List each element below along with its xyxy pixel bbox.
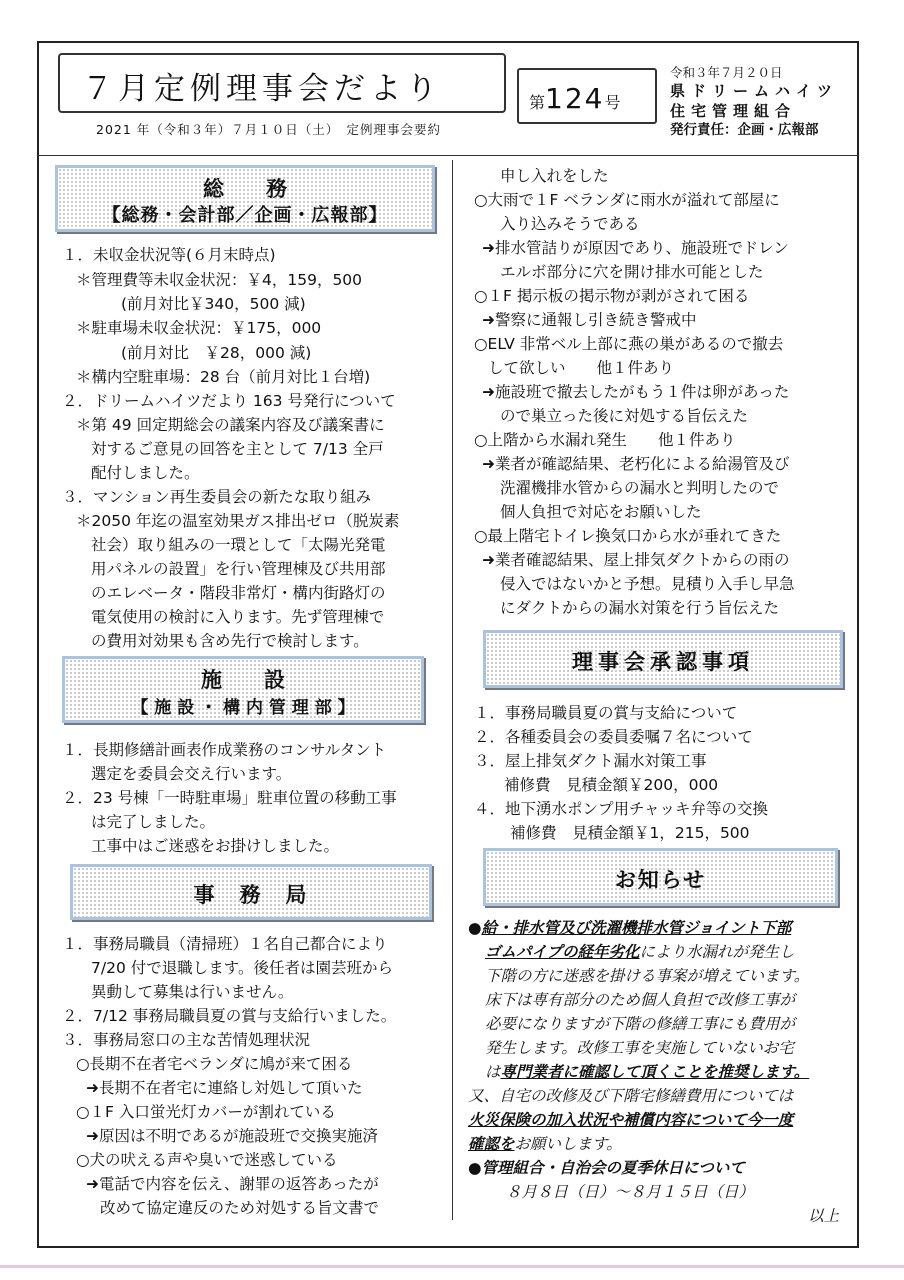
text-line: ３．事務局窓口の主な苦情処理状況 xyxy=(62,1031,311,1049)
column-divider xyxy=(452,160,453,1220)
text-line: １．事務局職員夏の賞与支給について xyxy=(474,704,738,722)
meeting-date-line: 2021 年（令和３年）７月１０日（土） 定例理事会要約 xyxy=(96,122,442,137)
text-line: ○ELV 非常ベル上部に燕の巣があるので撤去 xyxy=(474,335,784,353)
text-line: １．未収金状況等(６月末時点) xyxy=(62,246,276,264)
notice-line xyxy=(468,1134,622,1154)
notice-line xyxy=(485,942,795,962)
text-line: ➜原因は不明であるが施設班で交換実施済 xyxy=(86,1127,378,1145)
text-line: １．事務局職員（清掃班）１名自己都合により xyxy=(62,935,388,953)
text-line: して欲しい 他１件あり xyxy=(488,359,675,377)
text-line: 社会）取り組みの一環として「太陽光発電 xyxy=(91,536,386,554)
notice-line: 下階の方に迷惑を掛ける事案が増えています。 xyxy=(485,967,810,985)
text-line: 7/20 付で退職します。後任者は園芸班から xyxy=(91,959,393,977)
notice-line: 床下は専有部分のため個人負担で改修工事が xyxy=(485,991,796,1009)
newsletter-title: ７月定例理事会だより xyxy=(82,71,442,107)
section-soumu-box xyxy=(55,165,435,232)
text-line: にダクトからの漏水対策を行う旨伝えた xyxy=(500,599,780,617)
text-line: ➜施設班で撤去したがもう１件は卵があった xyxy=(482,383,790,401)
issue-value: 124 xyxy=(545,82,605,115)
section-jimukyoku-title: 事 務 局 xyxy=(193,883,309,907)
notice-holiday-dates: ８月８日（日）～８月１５日（日） xyxy=(506,1183,755,1201)
section-oshirase-title: お知らせ xyxy=(614,868,707,892)
text-line: 入り込みそうである xyxy=(500,215,640,233)
text-line: ２．7/12 事務局職員夏の賞与支給行いました。 xyxy=(62,1007,397,1025)
text-line: ➜排水管詰りが原因であり、施設班でドレン xyxy=(482,239,789,257)
newsletter-title-box xyxy=(58,53,506,113)
closing-text: 以上 xyxy=(808,1207,840,1225)
section-shisetsu-subtitle: 【 施 設 ・ 構 内 管 理 部 】 xyxy=(131,698,355,718)
text-line: 補修費 見積金額￥1，215，500 xyxy=(510,824,750,842)
text-line: (前月対比 ￥28，000 減) xyxy=(121,344,312,362)
text-line: ４．地下湧水ポンプ用チャッキ弁等の交換 xyxy=(474,800,769,818)
text-line: 電気使用の検討に入ります。先ず管理棟で xyxy=(91,608,385,626)
text-line: のエレベータ・階段非常灯・構内街路灯の xyxy=(91,584,386,602)
text-line: ○１F 掲示板の掲示物が剥がされて困る xyxy=(474,287,750,305)
notice-emphasis: ゴムパイプの経年劣化 xyxy=(485,943,640,961)
text-line: ➜電話で内容を伝え、謝罪の返答あったが xyxy=(86,1175,379,1193)
section-shounin-title: 理事会承認事項 xyxy=(572,650,754,674)
text-line: ○上階から水漏れ発生 他１件あり xyxy=(474,431,736,449)
issue-number xyxy=(529,82,620,115)
notice-bullet: ● xyxy=(468,919,482,937)
text-line: 改めて協定違反のため対処する旨文書で xyxy=(100,1199,380,1217)
page-bottom-edge xyxy=(0,1265,904,1268)
text-line: ➜業者確認結果、屋上排気ダクトからの雨の xyxy=(482,551,790,569)
notice-text: お願いします。 xyxy=(514,1135,622,1153)
notice-text: により水漏れが発生し xyxy=(639,943,795,961)
notice-holiday: ●管理組合・自治会の夏季休日について xyxy=(468,1159,745,1177)
section-oshirase-box xyxy=(483,848,838,906)
org-name-line1: 県ドリームハイツ xyxy=(670,82,839,100)
issue-suffix: 号 xyxy=(604,93,621,112)
text-line: 対するご意見の回答を主として 7/13 全戸 xyxy=(91,440,384,458)
text-line: 洗濯機排水管からの漏水と判明したので xyxy=(500,479,780,497)
text-line: 侵入ではないかと予想。見積り入手し早急 xyxy=(500,575,795,593)
text-line: ３．屋上排気ダクト漏水対策工事 xyxy=(474,752,707,770)
section-soumu-title: 総 務 xyxy=(203,177,287,201)
notice-emphasis: 確認を xyxy=(468,1135,515,1153)
header-divider xyxy=(37,155,859,156)
text-line: ➜長期不在者宅に連絡し対処して頂いた xyxy=(86,1079,363,1097)
text-line: 用パネルの設置」を行い管理棟及び共用部 xyxy=(91,560,386,578)
text-line: ○長期不在者宅ベランダに鳩が来て困る xyxy=(76,1055,353,1073)
notice-line: 又、自宅の改修及び下階宅修繕費用については xyxy=(468,1087,794,1105)
issue-number-box xyxy=(517,68,657,124)
text-line: ２．23 号棟「一時駐車場」駐車位置の移動工事 xyxy=(62,789,397,807)
text-line: ○最上階宅トイレ換気口から水が垂れてきた xyxy=(474,527,782,545)
text-line: 異動して募集は行いません。 xyxy=(91,983,294,1001)
text-line: ２．各種委員会の委員委嘱７名について xyxy=(474,728,753,746)
text-line: 工事中はご迷惑をお掛けしました。 xyxy=(91,837,340,855)
text-line: ○大雨で１F ベランダに雨水が溢れて部屋に xyxy=(474,191,780,209)
text-line: 個人負担で対応をお願いした xyxy=(500,503,702,521)
notice-emphasis-line: 火災保険の加入状況や補償内容について今一度 xyxy=(468,1111,794,1129)
section-shisetsu-title: 施 設 xyxy=(201,668,285,692)
text-line: は完了しました。 xyxy=(91,813,216,831)
text-line: ○犬の吠える声や臭いで迷惑している xyxy=(76,1151,338,1169)
text-line: ＊2050 年迄の温室効果ガス排出ゼロ（脱炭素 xyxy=(76,512,400,530)
notice-line xyxy=(485,1062,809,1082)
section-jimukyoku-box xyxy=(70,864,432,920)
notice-text: は xyxy=(485,1063,501,1081)
notice-line: 発生します。改修工事を実施していないお宅 xyxy=(485,1039,794,1057)
text-line: １．長期修繕計画表作成業務のコンサルタント xyxy=(62,741,387,759)
text-line: ＊第 49 回定期総会の議案内容及び議案書に xyxy=(76,416,385,434)
org-name-line2: 住宅管理組合 xyxy=(670,102,797,120)
text-line: ○１F 入口蛍光灯カバーが割れている xyxy=(76,1103,336,1121)
issue-prefix: 第 xyxy=(529,93,546,112)
text-line: (前月対比￥340，500 減) xyxy=(121,295,306,313)
notice-line: 必要になりますが下階の修繕工事にも費用が xyxy=(485,1015,796,1033)
text-line: 配付しました。 xyxy=(91,464,200,482)
text-line: ２．ドリームハイツだより 163 号発行について xyxy=(62,392,396,410)
text-line: ➜警察に通報し引き続き警戒中 xyxy=(482,311,697,329)
text-line: ＊構内空駐車場：28 台（前月対比１台増) xyxy=(76,368,371,386)
section-shounin-box xyxy=(483,630,843,688)
notice-emphasis: 給・排水管及び洗濯機排水管ジョイント下部 xyxy=(481,919,792,937)
text-line: 申し入れをした xyxy=(500,167,609,185)
notice-line xyxy=(468,918,791,938)
text-line: の費用対効果も含め先行で検討します。 xyxy=(91,632,369,650)
publish-date: 令和３年７月２０日 xyxy=(670,65,783,80)
text-line: ので巣立った後に対処する旨伝えた xyxy=(500,407,749,425)
text-line: ３．マンション再生委員会の新たな取り組み xyxy=(62,488,372,506)
text-line: ➜業者が確認結果、老朽化による給湯管及び xyxy=(482,455,790,473)
text-line: ＊管理費等未収金状況：￥4，159，500 xyxy=(76,271,363,289)
text-line: 補修費 見積金額￥200，000 xyxy=(504,776,719,794)
text-line: 選定を委員会交え行います。 xyxy=(91,765,292,783)
section-shisetsu-box xyxy=(62,656,424,723)
publisher-line: 発行責任：企画・広報部 xyxy=(670,122,819,138)
text-line: ＊駐車場未収金状況：￥175，000 xyxy=(76,319,322,337)
section-soumu-subtitle: 【総務・会計部／企画・広報部】 xyxy=(102,205,388,226)
text-line: エルボ部分に穴を開け排水可能とした xyxy=(500,263,764,281)
notice-emphasis: 専門業者に確認して頂くことを推奨します。 xyxy=(500,1063,810,1081)
